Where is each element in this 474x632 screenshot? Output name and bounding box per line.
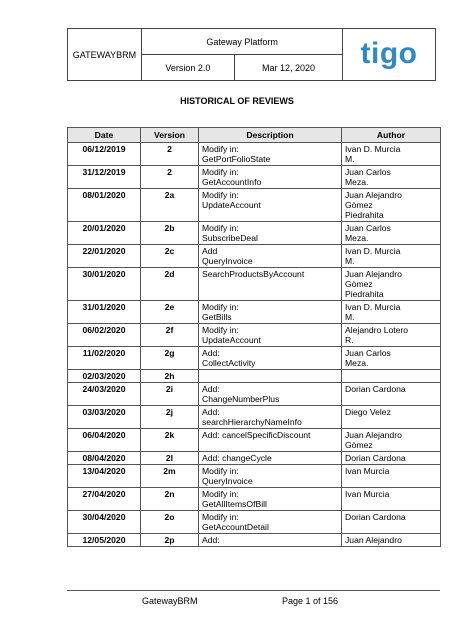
row-description bbox=[199, 488, 342, 511]
row-description bbox=[199, 189, 342, 222]
table-row bbox=[68, 189, 441, 222]
footer-page-number: Page 1 of 156 bbox=[282, 596, 339, 606]
description-line: GetPortFolioState bbox=[202, 154, 271, 164]
author-line: Gòmez bbox=[345, 200, 373, 210]
author-line: Ivan D. Murcia bbox=[345, 302, 401, 312]
description-line: Modify in: bbox=[202, 167, 239, 177]
author-line: Piedrahita bbox=[345, 210, 384, 220]
tigo-logo bbox=[344, 31, 434, 77]
row-author bbox=[342, 347, 441, 370]
author-line: Dorian Cardona bbox=[345, 512, 406, 522]
table-header-row bbox=[68, 128, 441, 143]
footer-divider bbox=[67, 590, 440, 591]
author-line: Meza. bbox=[345, 233, 369, 243]
author-line: Dorian Cardona bbox=[345, 453, 406, 463]
table-row bbox=[68, 222, 441, 245]
table-row bbox=[68, 268, 441, 301]
row-version: 2o bbox=[141, 511, 199, 534]
row-date: 20/01/2020 bbox=[68, 222, 141, 245]
footer-document-name: GatewayBRM bbox=[142, 596, 198, 606]
description-line: GetAccountDetail bbox=[202, 522, 269, 532]
row-author bbox=[342, 166, 441, 189]
author-line: Alejandro Lotero bbox=[345, 325, 409, 335]
row-author bbox=[342, 222, 441, 245]
author-line: Diego Velez bbox=[345, 407, 391, 417]
description-line: ChangeNumberPlus bbox=[202, 394, 280, 404]
description-line: Add: bbox=[202, 407, 220, 417]
description-line: Modify in: bbox=[202, 512, 239, 522]
description-line: Modify in: bbox=[202, 466, 239, 476]
row-version: 2p bbox=[141, 534, 199, 547]
version-label: Version 2.0 bbox=[141, 55, 234, 81]
row-author bbox=[342, 406, 441, 429]
row-version: 2e bbox=[141, 301, 199, 324]
row-author bbox=[342, 301, 441, 324]
row-version: 2 bbox=[141, 143, 199, 166]
row-date: 02/03/2020 bbox=[68, 370, 141, 383]
row-date: 31/01/2020 bbox=[68, 301, 141, 324]
row-date: 30/01/2020 bbox=[68, 268, 141, 301]
description-line: CollectActivity bbox=[202, 358, 256, 368]
company-name: GATEWAYBRM bbox=[68, 29, 142, 81]
row-description bbox=[199, 511, 342, 534]
row-author bbox=[342, 452, 441, 465]
table-row bbox=[68, 245, 441, 268]
table-row bbox=[68, 465, 441, 488]
row-version: 2 bbox=[141, 166, 199, 189]
row-version: 2m bbox=[141, 465, 199, 488]
table-row bbox=[68, 166, 441, 189]
author-line: Piedrahita bbox=[345, 289, 384, 299]
table-row bbox=[68, 534, 441, 547]
row-description bbox=[199, 143, 342, 166]
document-date: Mar 12, 2020 bbox=[234, 55, 343, 81]
row-author bbox=[342, 268, 441, 301]
description-line: Modify in: bbox=[202, 325, 239, 335]
row-version: 2l bbox=[141, 452, 199, 465]
author-line: Juan Carlos bbox=[345, 167, 391, 177]
row-date: 27/04/2020 bbox=[68, 488, 141, 511]
row-description bbox=[199, 465, 342, 488]
table-row bbox=[68, 143, 441, 166]
row-author bbox=[342, 370, 441, 383]
row-description bbox=[199, 429, 342, 452]
table-row bbox=[68, 324, 441, 347]
author-line: R. bbox=[345, 335, 354, 345]
row-description bbox=[199, 301, 342, 324]
row-date: 08/01/2020 bbox=[68, 189, 141, 222]
row-author bbox=[342, 189, 441, 222]
row-version: 2b bbox=[141, 222, 199, 245]
description-line: GetBills bbox=[202, 312, 232, 322]
description-line: SubscribeDeal bbox=[202, 233, 258, 243]
header-date: Date bbox=[68, 128, 141, 143]
section-title: HISTORICAL OF REVIEWS bbox=[180, 96, 294, 106]
table-row bbox=[68, 406, 441, 429]
row-version: 2h bbox=[141, 370, 199, 383]
row-version: 2n bbox=[141, 488, 199, 511]
table-row bbox=[68, 488, 441, 511]
row-date: 06/02/2020 bbox=[68, 324, 141, 347]
row-version: 2i bbox=[141, 383, 199, 406]
row-author bbox=[342, 488, 441, 511]
author-line: Gòmez bbox=[345, 440, 373, 450]
row-description bbox=[199, 534, 342, 547]
author-line: Juan Carlos bbox=[345, 223, 391, 233]
description-line: GetAllItemsOfBill bbox=[202, 499, 267, 509]
description-line: Modify in: bbox=[202, 302, 239, 312]
description-line: UpdateAccount bbox=[202, 335, 261, 345]
row-version: 2k bbox=[141, 429, 199, 452]
row-date: 24/03/2020 bbox=[68, 383, 141, 406]
row-author bbox=[342, 511, 441, 534]
row-description bbox=[199, 268, 342, 301]
row-version: 2a bbox=[141, 189, 199, 222]
tigo-logo-text: tigo bbox=[360, 37, 418, 70]
table-row bbox=[68, 383, 441, 406]
description-line: Modify in: bbox=[202, 144, 239, 154]
row-date: 31/12/2019 bbox=[68, 166, 141, 189]
header-version: Version bbox=[141, 128, 199, 143]
author-line: Meza. bbox=[345, 177, 369, 187]
table-row bbox=[68, 370, 441, 383]
description-line: searchHierarchyNameInfo bbox=[202, 417, 302, 427]
description-line: Add: cancelSpecificDiscount bbox=[202, 430, 311, 440]
author-line: Ivan D. Murcia bbox=[345, 144, 401, 154]
header-description: Description bbox=[199, 128, 342, 143]
row-version: 2f bbox=[141, 324, 199, 347]
platform-title: Gateway Platform bbox=[141, 29, 342, 55]
table-row bbox=[68, 301, 441, 324]
description-line: QueryInvoice bbox=[202, 256, 253, 266]
row-description bbox=[199, 324, 342, 347]
row-description bbox=[199, 383, 342, 406]
row-description bbox=[199, 245, 342, 268]
row-version: 2j bbox=[141, 406, 199, 429]
row-date: 12/05/2020 bbox=[68, 534, 141, 547]
author-line: Ivan Murcia bbox=[345, 489, 390, 499]
description-line: SearchProductsByAccount bbox=[202, 269, 305, 279]
author-line: Juan Alejandro bbox=[345, 535, 402, 545]
description-line: Modify in: bbox=[202, 489, 239, 499]
row-author bbox=[342, 324, 441, 347]
row-version: 2c bbox=[141, 245, 199, 268]
row-author bbox=[342, 534, 441, 547]
author-line: Juan Carlos bbox=[345, 348, 391, 358]
author-line: M. bbox=[345, 256, 355, 266]
reviews-table bbox=[67, 127, 441, 547]
row-date: 06/04/2020 bbox=[68, 429, 141, 452]
row-date: 30/04/2020 bbox=[68, 511, 141, 534]
author-line: Meza. bbox=[345, 358, 369, 368]
author-line: M. bbox=[345, 312, 355, 322]
author-line: Juan Alejandro bbox=[345, 269, 402, 279]
row-description bbox=[199, 406, 342, 429]
row-date: 03/03/2020 bbox=[68, 406, 141, 429]
description-line: QueryInvoice bbox=[202, 476, 253, 486]
description-line: Modify in: bbox=[202, 190, 239, 200]
row-author bbox=[342, 465, 441, 488]
table-row bbox=[68, 452, 441, 465]
row-author bbox=[342, 143, 441, 166]
author-line: Juan Alejandro bbox=[345, 190, 402, 200]
author-line: M. bbox=[345, 154, 355, 164]
row-description bbox=[199, 370, 342, 383]
author-line: Juan Alejandro bbox=[345, 430, 402, 440]
row-description bbox=[199, 222, 342, 245]
description-line: Add: changeCycle bbox=[202, 453, 272, 463]
row-description bbox=[199, 347, 342, 370]
table-row bbox=[68, 511, 441, 534]
row-date: 08/04/2020 bbox=[68, 452, 141, 465]
table-row bbox=[68, 347, 441, 370]
row-date: 06/12/2019 bbox=[68, 143, 141, 166]
header-author: Author bbox=[342, 128, 441, 143]
row-date: 13/04/2020 bbox=[68, 465, 141, 488]
row-version: 2g bbox=[141, 347, 199, 370]
row-author bbox=[342, 383, 441, 406]
row-author bbox=[342, 429, 441, 452]
row-author bbox=[342, 245, 441, 268]
description-line: Add: bbox=[202, 384, 220, 394]
row-date: 22/01/2020 bbox=[68, 245, 141, 268]
description-line: Add: bbox=[202, 348, 220, 358]
description-line: Add: bbox=[202, 535, 220, 545]
description-line: GetAccountInfo bbox=[202, 177, 262, 187]
row-description bbox=[199, 166, 342, 189]
author-line: Dorian Cardona bbox=[345, 384, 406, 394]
description-line: UpdateAccount bbox=[202, 200, 261, 210]
table-row bbox=[68, 429, 441, 452]
row-version: 2d bbox=[141, 268, 199, 301]
description-line: Add bbox=[202, 246, 218, 256]
row-date: 11/02/2020 bbox=[68, 347, 141, 370]
description-line: Modify in: bbox=[202, 223, 239, 233]
author-line: Ivan Murcia bbox=[345, 466, 390, 476]
row-description bbox=[199, 452, 342, 465]
author-line: Gòmez bbox=[345, 279, 373, 289]
author-line: Ivan D. Murcia bbox=[345, 246, 401, 256]
